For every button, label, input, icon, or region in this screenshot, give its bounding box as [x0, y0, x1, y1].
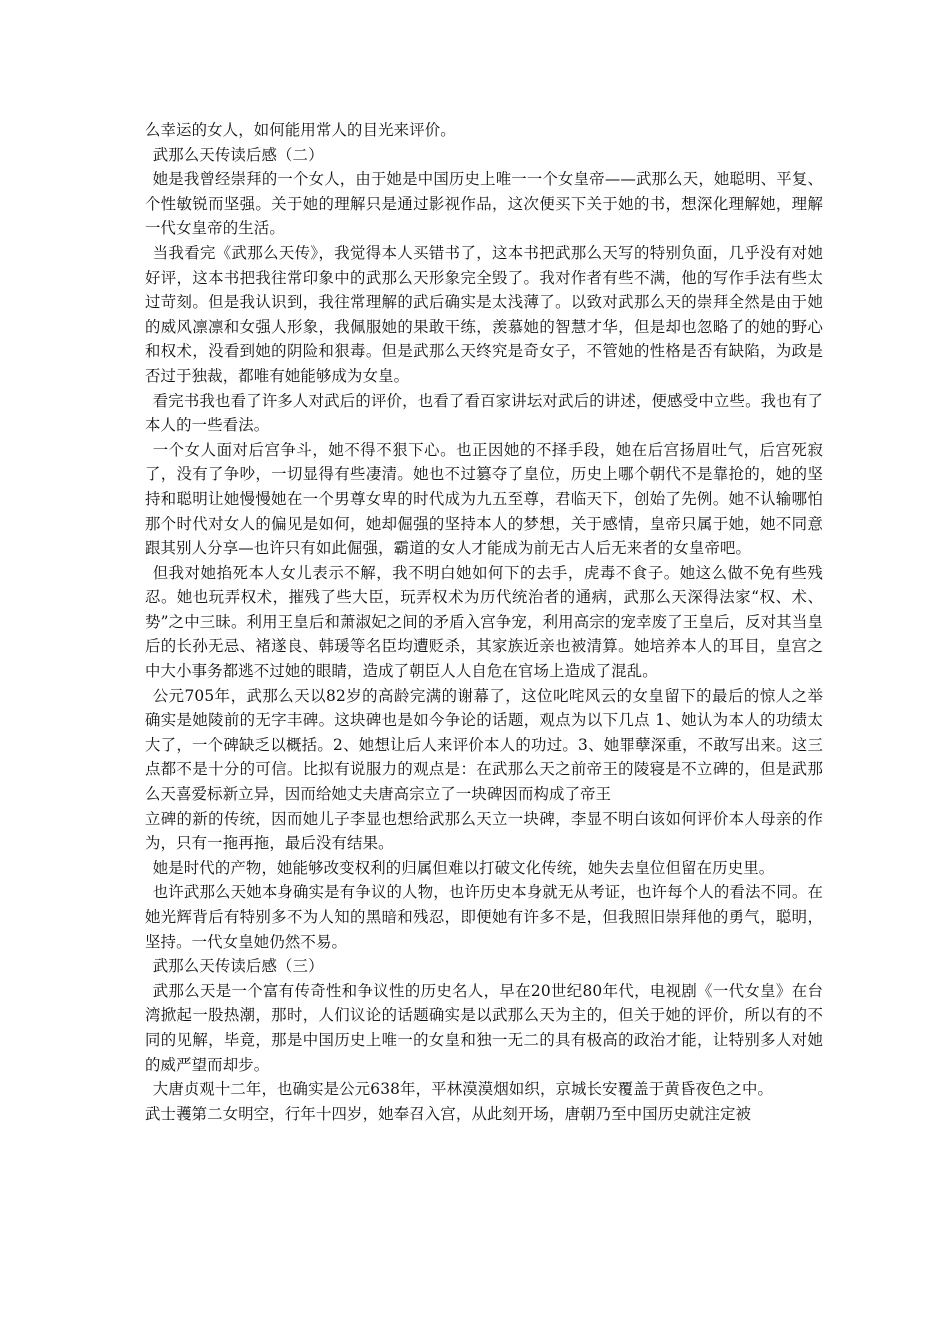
paragraph: 她是时代的产物，她能够改变权利的归属但难以打破文化传统，她失去皇位但留在历史里。 [152, 858, 775, 877]
section-heading: 武那么天传读后感（二） [152, 145, 324, 164]
paragraph: 么幸运的女人，如何能用常人的目光来评价。 [145, 121, 456, 139]
paragraph: 她是我曾经崇拜的一个女人，由于她是中国历史上唯一一个女皇帝——武那么天，她聪明、平复、个性敏锐而坚强。关于她的理解只是通过影视作品，这次便买下关于她的书，想深化理解她，理解一代女皇帝的生活。 [145, 170, 823, 238]
section-heading: 武那么天传读后感（三） [152, 957, 324, 976]
paragraph: 大唐贞观十二年，也确实是公元638年，平林漠漠烟如织，京城长安覆盖于黄昏夜色之中。 [152, 1080, 774, 1099]
paragraph: 立碑的新的传统，因而她儿子李显也想给武那么天立一块碑，李显不明白该如何评价本人母亲的作为，只有一拖再拖，最后没有结果。 [145, 809, 823, 853]
paragraph: 但我对她掐死本人女儿表示不解，我不明白她如何下的去手，虎毒不食子。她这么做不免有些残忍。她也玩弄权术，摧残了些大臣，玩弄权术为历代统治者的通病，武那么天深得法家“权、术、势”之中三昧。利用王皇后和萧淑妃之间的矛盾入宫争宠，利用高宗的宠幸废了王皇后，反对其当皇后的长孙无忌、褚遂良、韩瑗等名臣均遭贬杀，其家族近亲也被清算。她培养本人的耳目，皇宫之中大小事务都逃不过她的眼睛，造成了朝臣人人自危在官场上造成了混乱。 [145, 563, 823, 681]
paragraph: 一个女人面对后宫争斗，她不得不狠下心。也正因她的不择手段，她在后宫扬眉吐气，后宫死寂了，没有了争吵，一切显得有些凄清。她也不过篡夺了皇位，历史上哪个朝代不是靠抢的，她的坚持和聪明让她慢慢她在一个男尊女卑的时代成为九五至尊，君临天下，创始了先例。她不认输哪怕那个时代对女人的偏见是如何，她却倔强的坚持本人的梦想，关于感情，皇帝只属于她，她不同意跟其别人分享—也许只有如此倔强，霸道的女人才能成为前无古人后无来者的女皇帝吧。 [145, 440, 823, 558]
document-body [145, 118, 823, 1126]
paragraph: 武士彟第二女明空，行年十四岁，她奉召入宫，从此刻开场，唐朝乃至中国历史就注定被 [145, 1104, 752, 1123]
paragraph: 看完书我也看了许多人对武后的评价，也看了看百家讲坛对武后的讲述，便感受中立些。我也有了本人的一些看法。 [145, 391, 823, 435]
paragraph: 也许武那么天她本身确实是有争议的人物，也许历史本身就无从考证，也许每个人的看法不同。在她光辉背后有特别多不为人知的黑暗和残忍，即便她有许多不是，但我照旧崇拜他的勇气，聪明，坚持。一代女皇她仍然不易。 [145, 883, 823, 951]
paragraph: 当我看完《武那么天传》，我觉得本人买错书了，这本书把武那么天写的特别负面，几乎没有对她好评，这本书把我往常印象中的武那么天形象完全毁了。我对作者有些不满，他的写作手法有些太过苛刻。但是我认识到，我往常理解的武后确实是太浅薄了。以致对武那么天的崇拜全然是由于她的威风凛凛和女强人形象，我佩服她的果敢干练，羡慕她的智慧才华，但是却也忽略了的她的野心和权术，没看到她的阴险和狠毒。但是武那么天终究是奇女子，不管她的性格是否有缺陷，为政是否过于独裁，都唯有她能够成为女皇。 [145, 243, 823, 385]
paragraph: 公元705年，武那么天以82岁的高龄完满的谢幕了，这位叱咤风云的女皇留下的最后的惊人之举确实是她陵前的无字丰碑。这块碑也是如今争论的话题，观点为以下几点 1、她认为本人的功绩太大了，一个碑缺乏以概括。2、她想让后人来评价本人的功过。3、她罪孽深重，不敢写出来。这三点都不是十分的可信。比拟有说服力的观点是：在武那么天之前帝王的陵寝是不立碑的，但是武那么天喜爱标新立异，因而给她丈夫唐高宗立了一块碑因而构成了帝王 [145, 686, 823, 804]
paragraph: 武那么天是一个富有传奇性和争议性的历史名人，早在20世纪80年代，电视剧《一代女皇》在台湾掀起一股热潮，那时，人们议论的话题确实是以武那么天为主的，但关于她的评价，所以有的不同的见解，毕竟，那是中国历史上唯一的女皇和独一无二的具有极高的政治才能，让特别多人对她的威严望而却步。 [145, 981, 823, 1074]
